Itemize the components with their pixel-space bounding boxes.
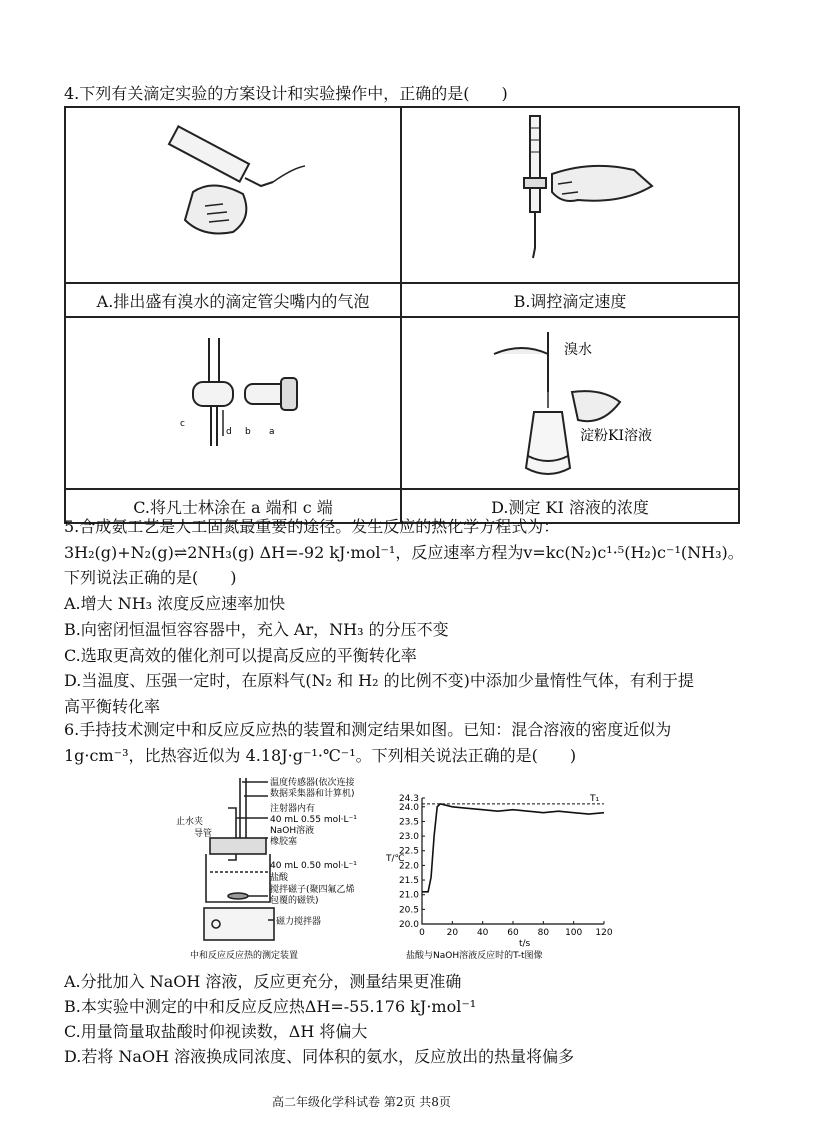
- label-acid-1: 40 mL 0.50 mol·L⁻¹: [270, 861, 357, 871]
- q5-option-d-line1: D.当温度、压强一定时，在原料气(N₂ 和 H₂ 的比例不变)中添加少量惰性气体，有利于提: [64, 671, 694, 690]
- x-tick-label: 100: [565, 928, 583, 938]
- figure-c-stopcock: [66, 318, 400, 488]
- q5-option-a: A.增大 NH₃ 浓度反应速率加快: [64, 594, 286, 613]
- x-axis-label: t/s: [519, 939, 531, 949]
- q5-equation: 3H₂(g)+N₂(g)⇌2NH₃(g) ΔH=-92 kJ·mol⁻¹，反应速率方程为v=kc(N₂)c¹·⁵(H₂)c⁻¹(NH₃)。: [64, 543, 744, 562]
- x-tick-label: 60: [507, 928, 519, 938]
- q6-option-a: A.分批加入 NaOH 溶液，反应更充分，测量结果更准确: [64, 972, 462, 991]
- label-a: a: [269, 427, 275, 437]
- y-tick-label: 21.5: [398, 876, 419, 887]
- figure-b-titration-speed: [402, 108, 738, 282]
- label-clamp: 止水夹: [176, 817, 204, 827]
- q4-option-grid: [64, 106, 740, 524]
- temperature-time-chart: [382, 784, 622, 964]
- axes: [422, 798, 604, 924]
- y-tick-label: 23.5: [398, 817, 419, 828]
- label-syringe-2: 40 mL 0.55 mol·L⁻¹: [270, 815, 357, 825]
- series-line: [422, 804, 604, 892]
- label-tube: 导管: [194, 829, 213, 839]
- x-tick-label: 20: [446, 928, 459, 938]
- q6-stem-line1: 6.手持技术测定中和反应反应热的装置和测定结果如图。已知：混合溶液的密度近似为: [64, 720, 672, 739]
- label-sensor-2: 数据采集器和计算机): [270, 789, 355, 799]
- annotation-t1: T₁: [590, 793, 600, 804]
- caption-a: A.排出盛有溴水的滴定管尖嘴内的气泡: [65, 283, 401, 317]
- label-stopper: 橡胶塞: [270, 837, 298, 847]
- x-tick-label: 120: [595, 928, 613, 938]
- y-axis-label: T/℃: [386, 854, 405, 864]
- label-c: c: [180, 419, 185, 429]
- caption-b: B.调控滴定速度: [401, 283, 739, 317]
- label-sensor-1: 温度传感器(依次连接: [270, 778, 355, 788]
- label-syringe-1: 注射器内有: [270, 804, 316, 814]
- caption-d: D.测定 KI 溶液的浓度: [401, 489, 739, 523]
- label-stir-1: 搅拌磁子(聚四氟乙烯: [270, 885, 355, 895]
- caption-c: C.将凡士林涂在 a 端和 c 端: [65, 489, 401, 523]
- y-tick-label: 24.3: [398, 794, 419, 804]
- label-d: d: [226, 427, 232, 437]
- q6-option-c: C.用量筒量取盐酸时仰视读数，ΔH 将偏大: [64, 1022, 368, 1041]
- apparatus-figure: [176, 774, 384, 964]
- y-tick-label: 22.0: [398, 861, 419, 872]
- label-starch-ki: 淀粉KI溶液: [580, 428, 652, 444]
- q4-stem: 4.下列有关滴定实验的方案设计和实验操作中，正确的是( ): [64, 84, 508, 103]
- chart-caption: 盐酸与NaOH溶液反应时的T-t图像: [406, 951, 543, 961]
- label-stirrer: 磁力搅拌器: [276, 917, 322, 927]
- q5-option-c: C.选取更高效的催化剂可以提高反应的平衡转化率: [64, 646, 417, 665]
- y-tick-label: 21.0: [398, 890, 419, 901]
- q5-stem: 5.合成氨工艺是人工固氮最重要的途径。发生反应的热化学方程式为：: [64, 517, 560, 536]
- q6-option-b: B.本实验中测定的中和反应反应热ΔH=-55.176 kJ·mol⁻¹: [64, 997, 477, 1016]
- y-tick-label: 20.0: [398, 920, 419, 930]
- x-tick-label: 80: [537, 928, 550, 938]
- q5-option-b: B.向密闭恒温恒容容器中，充入 Ar，NH₃ 的分压不变: [64, 620, 449, 639]
- label-syringe-3: NaOH溶液: [270, 826, 315, 836]
- y-tick-label: 22.5: [398, 846, 419, 857]
- label-b: b: [245, 427, 251, 437]
- y-tick-label: 24.0: [398, 802, 419, 813]
- q5-option-d-line2: 高平衡转化率: [64, 697, 161, 716]
- figure-d-ki-titration: [402, 318, 738, 488]
- label-stir-2: 包覆的磁铁): [270, 896, 319, 906]
- label-bromine-water: 溴水: [564, 342, 592, 358]
- x-tick-label: 0: [419, 928, 425, 938]
- q6-option-d: D.若将 NaOH 溶液换成同浓度、同体积的氨水，反应放出的热量将偏多: [64, 1047, 575, 1066]
- label-acid-2: 盐酸: [270, 873, 289, 883]
- y-tick-label: 20.5: [398, 905, 419, 916]
- apparatus-caption: 中和反应反应热的测定装置: [190, 951, 299, 961]
- q6-stem-line2: 1g·cm⁻³，比热容近似为 4.18J·g⁻¹·℃⁻¹。下列相关说法正确的是( ): [64, 746, 577, 765]
- figure-a-burette-bubble: [66, 108, 400, 282]
- page-footer: 高二年级化学科试卷 第2页 共8页: [272, 1095, 451, 1109]
- q5-ask: 下列说法正确的是( ): [64, 568, 237, 587]
- x-tick-label: 40: [476, 928, 489, 938]
- y-tick-label: 23.0: [398, 832, 419, 843]
